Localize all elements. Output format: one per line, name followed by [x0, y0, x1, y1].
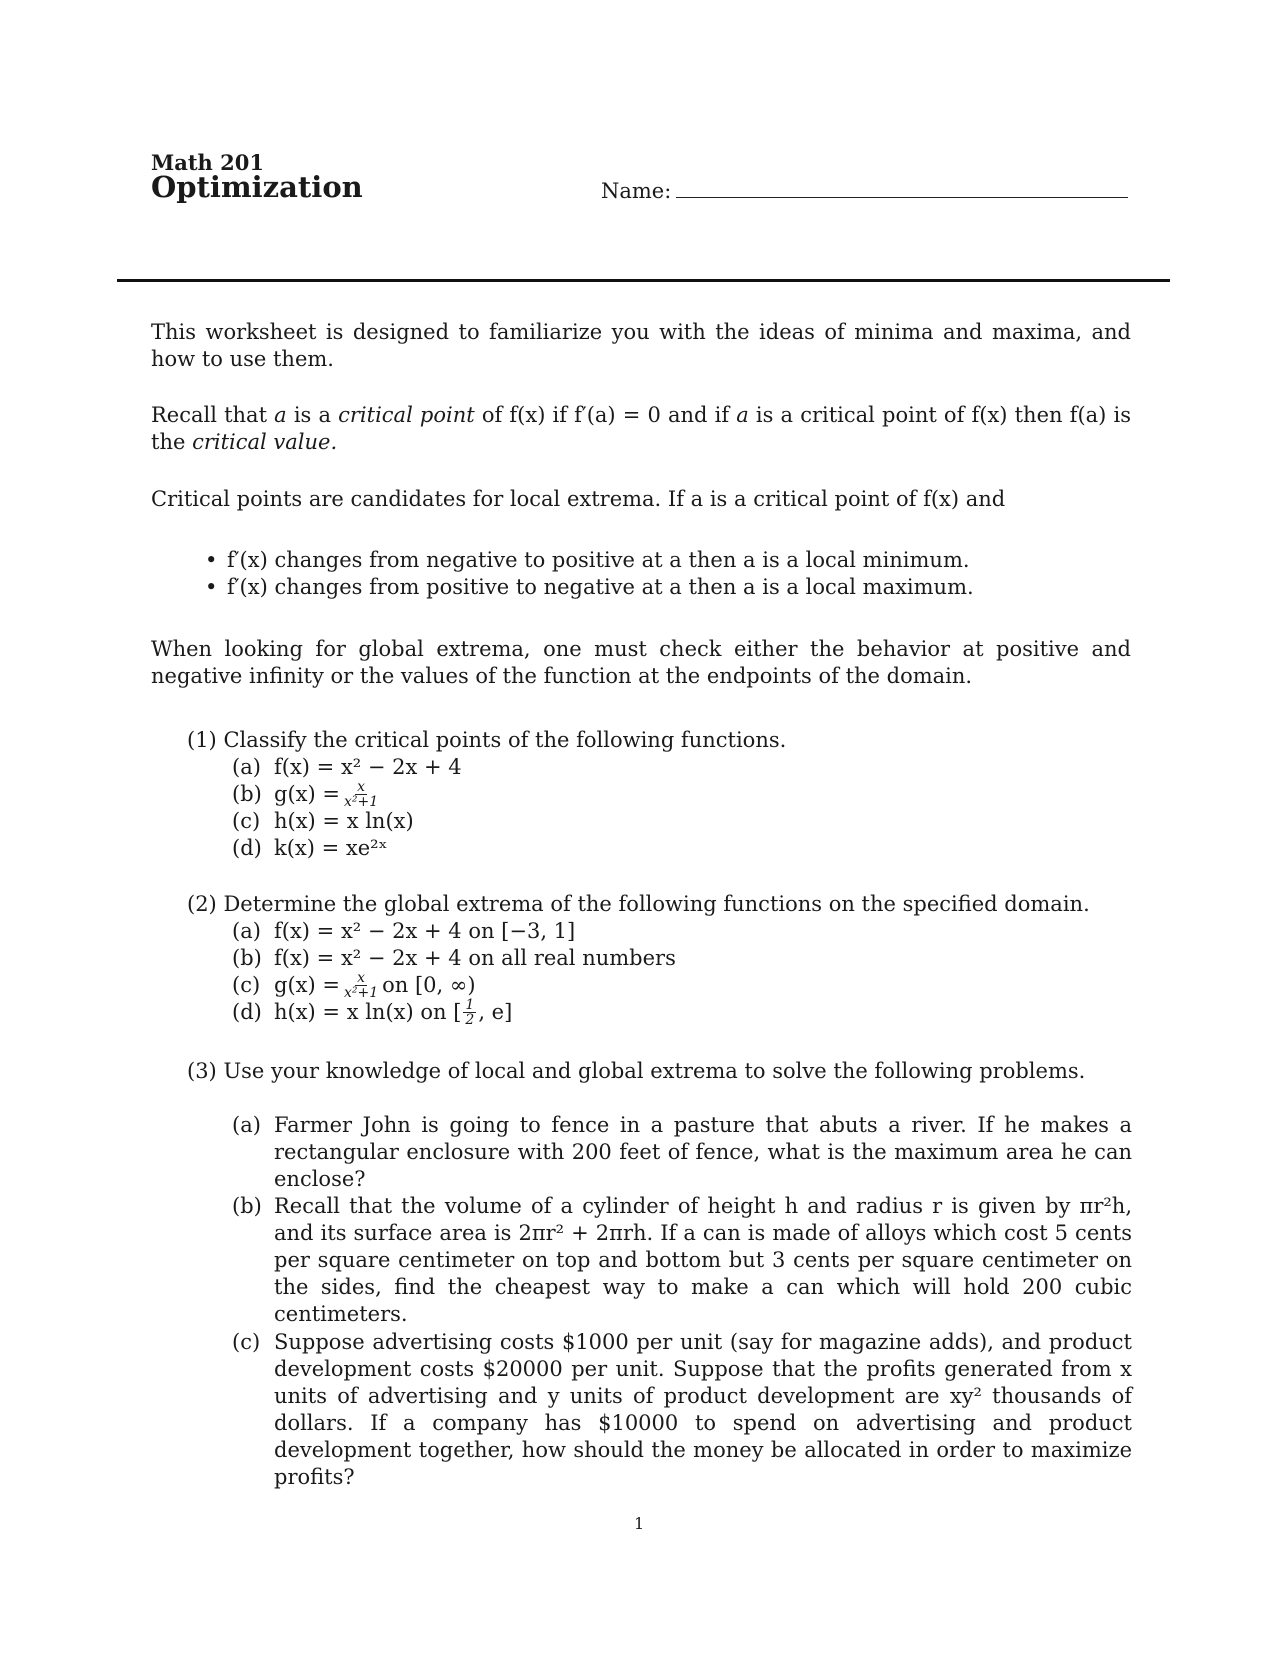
- item-label: (a): [232, 919, 261, 943]
- item-domain: , e]: [478, 1000, 513, 1024]
- problem-3c: [232, 1329, 1132, 1491]
- list-item: [232, 754, 462, 781]
- list-item: [232, 945, 676, 972]
- item-label: (b): [232, 946, 262, 970]
- item-label: (b): [232, 782, 262, 806]
- item-label: (c): [232, 1330, 261, 1354]
- list-item: [205, 574, 974, 601]
- fraction-denominator: x²+1: [343, 794, 379, 810]
- list-item: [232, 781, 462, 808]
- item-expression: f(x) = x² − 2x + 4 on [−3, 1]: [274, 919, 576, 943]
- item-text: Suppose advertising costs $1000 per unit (say for magazine adds), and product development costs $20000 per unit. Suppose that the profits generated from x units of advertising and y units of product development are xy² thousands of dollars. If a company has $10000 to spend on advertising and product development together, how should the money be allocated in order to maximize profits?: [274, 1330, 1132, 1489]
- bullet-icon: •: [205, 548, 218, 572]
- item-label: (c): [232, 973, 261, 997]
- page-number: 1: [634, 1514, 645, 1533]
- criteria-list: [205, 547, 974, 601]
- list-item: [232, 808, 462, 835]
- intro-paragraph-3: Critical points are candidates for local extrema. If a is a critical point of f(x) and: [151, 487, 1006, 511]
- fraction: [342, 971, 380, 1000]
- item-label: (d): [232, 836, 262, 860]
- problem-2-heading: [187, 891, 1090, 918]
- p2-part-a: Recall that: [151, 403, 275, 427]
- page-title: Optimization: [151, 170, 363, 204]
- bullet-icon: •: [205, 575, 218, 599]
- course-name: Math 201: [151, 150, 264, 175]
- intro-paragraph-1: This worksheet is designed to familiarize you with the ideas of minima and maxima, and how to use them.: [151, 320, 1131, 371]
- name-label: Name:: [601, 179, 672, 203]
- intro-paragraph-4: When looking for global extrema, one must check either the behavior at positive and negative infinity or the values of the function at the endpoints of the domain.: [151, 637, 1131, 688]
- p2-part-c: of f(x) if f′(a) = 0 and if: [474, 403, 737, 427]
- critical-point-term: critical point: [338, 403, 475, 427]
- p2-var-a: a: [274, 403, 287, 427]
- p2-part-b: is a: [286, 403, 339, 427]
- problem-2-label: (2): [187, 892, 217, 916]
- list-item: [232, 999, 676, 1026]
- name-blank-line: [676, 197, 1128, 198]
- problem-3b: [232, 1193, 1132, 1328]
- header-divider: [117, 279, 1170, 282]
- list-item: [205, 547, 974, 574]
- problem-2-text: Determine the global extrema of the following functions on the specified domain.: [223, 892, 1090, 916]
- bullet-text-max: f′(x) changes from positive to negative at a then a is a local maximum.: [227, 575, 974, 599]
- fraction: [463, 998, 476, 1027]
- problem-3-heading: [187, 1058, 1085, 1085]
- fraction-numerator: x: [357, 779, 365, 795]
- fraction: [342, 780, 380, 809]
- fraction-denominator: 2: [465, 1012, 475, 1028]
- intro-paragraph-2: [151, 402, 1131, 456]
- p2-var-a2: a: [736, 403, 749, 427]
- item-expression: g(x) =: [274, 782, 340, 806]
- item-label: (d): [232, 1000, 262, 1024]
- list-item: [232, 918, 676, 945]
- list-item: [232, 835, 462, 862]
- problem-1-label: (1): [187, 728, 217, 752]
- item-expression: h(x) = x ln(x): [274, 809, 414, 833]
- bullet-text-min: f′(x) changes from negative to positive at a then a is a local minimum.: [227, 548, 970, 572]
- problem-3a: [232, 1112, 1132, 1193]
- item-expression: h(x) = x ln(x) on [: [274, 1000, 462, 1024]
- critical-value-term: critical value.: [192, 430, 338, 454]
- item-expression: g(x) =: [274, 973, 340, 997]
- item-label: (a): [232, 755, 261, 779]
- fraction-denominator: x²+1: [343, 985, 379, 1001]
- item-text: Recall that the volume of a cylinder of height h and radius r is given by πr²h, and its surface area is 2πr² + 2πrh. If a can is made of alloys which cost 5 cents per square centimeter on top and bottom but 3 cents per square centimeter on the sides, find the cheapest way to make a can which will hold 200 cubic centimeters.: [274, 1194, 1132, 1326]
- problem-1-heading: [187, 727, 786, 754]
- item-label: (c): [232, 809, 261, 833]
- list-item: [232, 972, 676, 999]
- fraction-numerator: 1: [465, 997, 475, 1013]
- item-label: (a): [232, 1113, 261, 1137]
- problem-2-items: [232, 918, 676, 1026]
- item-label: (b): [232, 1194, 262, 1218]
- problem-3-label: (3): [187, 1059, 217, 1083]
- item-text: Farmer John is going to fence in a pasture that abuts a river. If he makes a rectangular enclosure with 200 feet of fence, what is the maximum area he can enclose?: [274, 1113, 1132, 1191]
- fraction-numerator: x: [357, 970, 365, 986]
- item-expression: f(x) = x² − 2x + 4: [274, 755, 462, 779]
- problem-1-text: Classify the critical points of the following functions.: [223, 728, 787, 752]
- item-domain: on [0, ∞): [382, 973, 476, 997]
- problem-1-items: [232, 754, 462, 862]
- item-expression: k(x) = xe²ˣ: [274, 836, 388, 860]
- problem-3-text: Use your knowledge of local and global extrema to solve the following problems.: [223, 1059, 1086, 1083]
- p2-part-d: is a critical point of f(x) then f(a) is the: [151, 403, 1131, 454]
- item-expression: f(x) = x² − 2x + 4 on all real numbers: [274, 946, 676, 970]
